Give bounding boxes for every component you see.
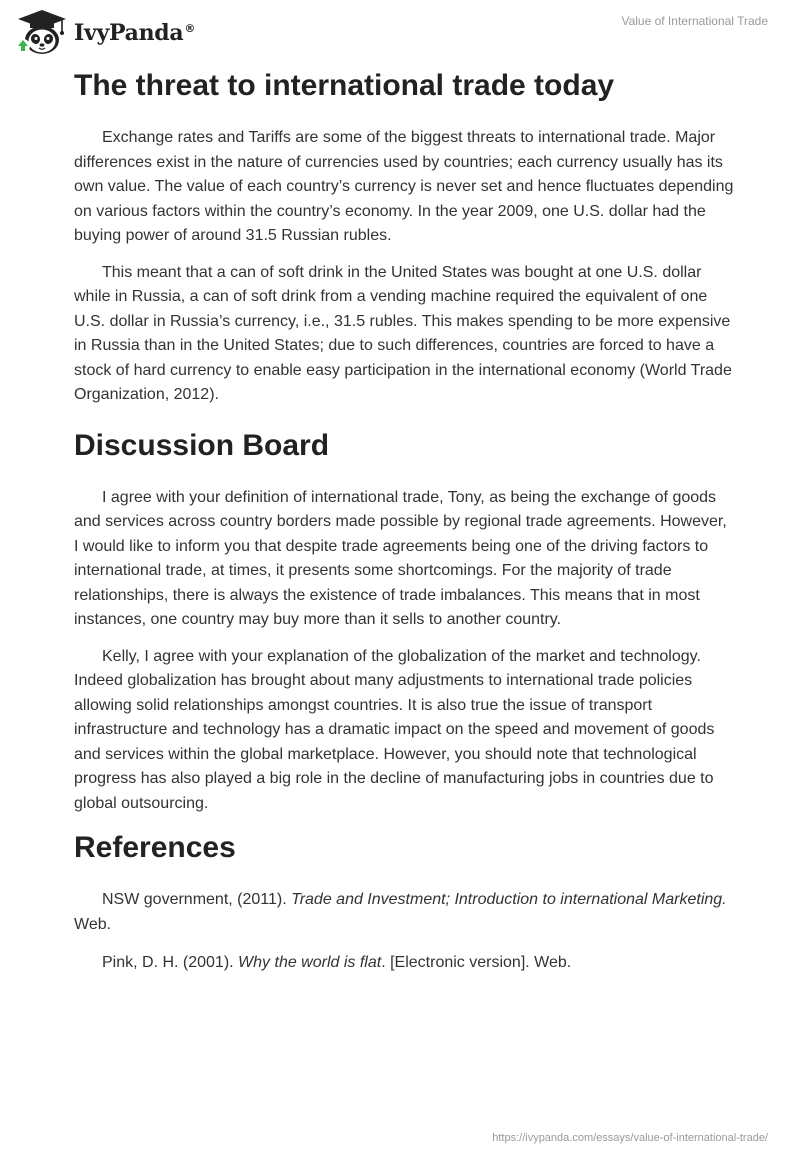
- essay-body: [74, 68, 734, 990]
- source-url-link[interactable]: https://ivypanda.com/essays/value-of-international-trade/: [492, 1132, 768, 1144]
- page-header: [0, 0, 800, 66]
- paragraph: Exchange rates and Tariffs are some of the biggest threats to international trade. Major differences exist in the nature of currencies used by countries; each currency usually has its own value. The value of each country’s currency is never set and hence fluctuates depending on various factors within the country’s economy. In the year 2009, one U.S. dollar had the buying power of around 31.5 Russian rubles.: [74, 129, 734, 244]
- reference-entry: NSW government, (2011). Trade and Investment; Introduction to international Marketing. Web.: [74, 891, 727, 933]
- section-heading-references: References: [74, 831, 236, 864]
- section-heading-threat: The threat to international trade today: [74, 69, 615, 102]
- paragraph: I agree with your definition of international trade, Tony, as being the exchange of goods and services across country borders made possible by regional trade agreements. However, I would like to inform you that despite trade agreements being one of the driving factors to international trade, at times, it presents some shortcomings. For the majority of trade relationships, there is always the existence of trade imbalances. This means that in most instances, one country may buy more than it sells to another country.: [74, 488, 727, 628]
- document-running-title: Value of International Trade: [621, 14, 768, 28]
- paragraph: This meant that a can of soft drink in the United States was bought at one U.S. dollar while in Russia, a can of soft drink from a vending machine required the equivalent of one U.S. dollar in Russia’s currency, i.e., 31.5 rubles. This makes spending to be more expensive in Russia than in the United States; due to such differences, countries are forced to have a stock of hard currency to enable easy participation in the international economy (World Trade Organization, 2012).: [74, 263, 732, 403]
- section-heading-discussion: Discussion Board: [74, 428, 330, 462]
- panda-logo-icon: [14, 8, 70, 56]
- reference-entry: Pink, D. H. (2001). Why the world is flat. [Electronic version]. Web.: [102, 954, 572, 971]
- paragraph: Kelly, I agree with your explanation of the globalization of the market and technology. Indeed globalization has brought about many adjustments to international trade policies allowing solid relationships amongst countries. It is also true the issue of transport infrastructure and technology has a dramatic impact on the speed and movement of goods and services within the global marketplace. However, you should note that technological progress has also played a big role in the decline of manufacturing jobs in countries due to global outsourcing.: [74, 647, 715, 812]
- ivypanda-logo[interactable]: [14, 8, 195, 56]
- logo-wordmark: IvyPanda®: [74, 20, 196, 46]
